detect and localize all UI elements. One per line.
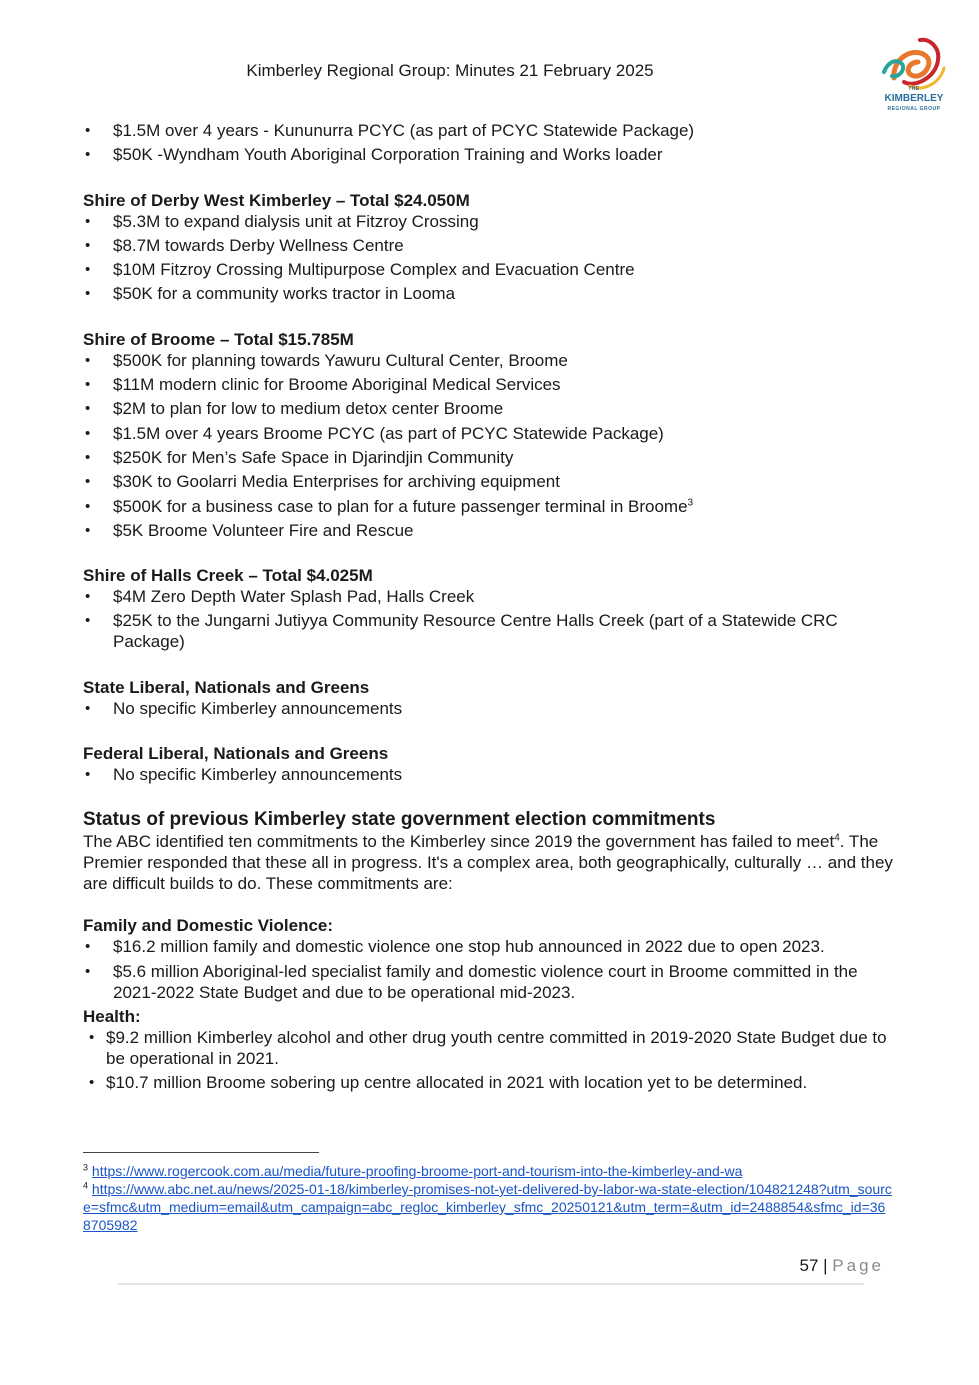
intro-bullet-list: [83, 120, 893, 165]
list-item: • $250K for Men’s Safe Space in Djarindjin Community: [83, 447, 893, 468]
list-item: • $1.5M over 4 years - Kununurra PCYC (as part of PCYC Statewide Package): [83, 120, 893, 141]
state-liberal-list: [83, 698, 893, 719]
footnote-4-link[interactable]: https://www.abc.net.au/news/2025-01-18/kimberley-promises-not-yet-delivered-by-labor-wa-state-election/104821248?utm_source=sfmc&utm_medium=email&utm_campaign=abc_regloc_kimberley_sfmc_20250121&utm_term=&utm_id=2488854&sfmc_id=368705982: [83, 1181, 892, 1233]
footnotes: [83, 1162, 893, 1234]
health-heading: Health:: [83, 1006, 141, 1026]
list-item: • $50K -Wyndham Youth Aboriginal Corporation Training and Works loader: [83, 144, 893, 165]
state-liberal-heading: State Liberal, Nationals and Greens: [83, 677, 370, 697]
page-separator: |: [823, 1256, 828, 1275]
list-item: • $2M to plan for low to medium detox center Broome: [83, 398, 893, 419]
health-list: [83, 1027, 893, 1093]
list-item: • No specific Kimberley announcements: [83, 698, 893, 719]
derby-heading: Shire of Derby West Kimberley – Total $24.050M: [83, 190, 470, 210]
derby-list: [83, 211, 893, 305]
page-number-footer: [760, 1256, 884, 1276]
family-violence-heading: Family and Domestic Violence:: [83, 916, 334, 936]
list-item: [83, 496, 893, 517]
logo-main-text: KIMBERLEY: [884, 93, 944, 104]
footer-divider: [118, 1283, 864, 1285]
list-item: • $5.3M to expand dialysis unit at Fitzroy Crossing: [83, 211, 893, 232]
list-item: • $5K Broome Volunteer Fire and Rescue: [83, 520, 893, 541]
list-item: • $11M modern clinic for Broome Aboriginal Medical Services: [83, 374, 893, 395]
list-item: • $10.7 million Broome sobering up centre allocated in 2021 with location yet to be determined.: [83, 1072, 893, 1093]
logo-small-bottom: REGIONAL GROUP: [887, 106, 941, 112]
list-item: • $10M Fitzroy Crossing Multipurpose Complex and Evacuation Centre: [83, 259, 893, 280]
logo-small-top: THE: [908, 86, 920, 92]
terminal-item-text: $500K for a business case to plan for a future passenger terminal in Broome: [113, 496, 688, 516]
status-para-a: The ABC identified ten commitments to the Kimberley since 2019 the government has failed to meet: [83, 832, 835, 852]
list-item: • $9.2 million Kimberley alcohol and other drug youth centre committed in 2019-2020 State Budget due to be operational in 2021.: [83, 1027, 893, 1069]
list-item: • $1.5M over 4 years Broome PCYC (as part of PCYC Statewide Package): [83, 423, 893, 444]
list-item: • $30K to Goolarri Media Enterprises for archiving equipment: [83, 471, 893, 492]
list-item: • No specific Kimberley announcements: [83, 764, 893, 785]
list-item: • $50K for a community works tractor in Looma: [83, 283, 893, 304]
halls-creek-list: [83, 586, 893, 652]
footnote-mark-4: 4: [83, 1180, 89, 1191]
footnote-ref-4[interactable]: 4: [834, 832, 840, 844]
federal-liberal-list: [83, 764, 893, 785]
list-item: • $8.7M towards Derby Wellness Centre: [83, 235, 893, 256]
list-item: • $500K for planning towards Yawuru Cultural Center, Broome: [83, 350, 893, 371]
footnote-4: [83, 1180, 893, 1234]
federal-liberal-heading: Federal Liberal, Nationals and Greens: [83, 744, 389, 764]
status-heading: Status of previous Kimberley state government election commitments: [83, 809, 716, 831]
footnote-mark-3: 3: [83, 1162, 89, 1173]
page-header-title: Kimberley Regional Group: Minutes 21 February 2025: [246, 61, 654, 80]
broome-list: [83, 350, 893, 541]
footnote-3: [83, 1162, 893, 1180]
minutes-content: [83, 120, 893, 1097]
family-violence-list: [83, 936, 893, 1002]
status-paragraph: [83, 831, 893, 894]
status-para-b: . The Premier responded that these all in progress. It's a complex area, both geographically, culturally … and they are difficult builds to do. These commitments are:: [83, 832, 893, 894]
list-item: • $4M Zero Depth Water Splash Pad, Halls Creek: [83, 586, 893, 607]
broome-heading: Shire of Broome – Total $15.785M: [83, 329, 354, 349]
footnote-3-link[interactable]: https://www.rogercook.com.au/media/future-proofing-broome-port-and-tourism-into-the-kimberley-and-wa: [91, 1163, 743, 1179]
list-item: • $5.6 million Aboriginal-led specialist family and domestic violence court in Broome committed in the 2021-2022 State Budget and due to be operational mid-2023.: [83, 961, 893, 1003]
logo-wordmark: [878, 84, 950, 114]
halls-creek-heading: Shire of Halls Creek – Total $4.025M: [83, 566, 373, 586]
footnote-ref-3[interactable]: 3: [687, 496, 694, 508]
list-item: • $25K to the Jungarni Jutiyya Community Resource Centre Halls Creek (part of a Statewide CRC Package): [83, 610, 893, 652]
list-item: • $16.2 million family and domestic violence one stop hub announced in 2022 due to open 2023.: [83, 936, 893, 957]
footnote-divider: [83, 1152, 319, 1153]
page-number: 57: [799, 1256, 819, 1275]
page-word: Page: [832, 1256, 884, 1275]
